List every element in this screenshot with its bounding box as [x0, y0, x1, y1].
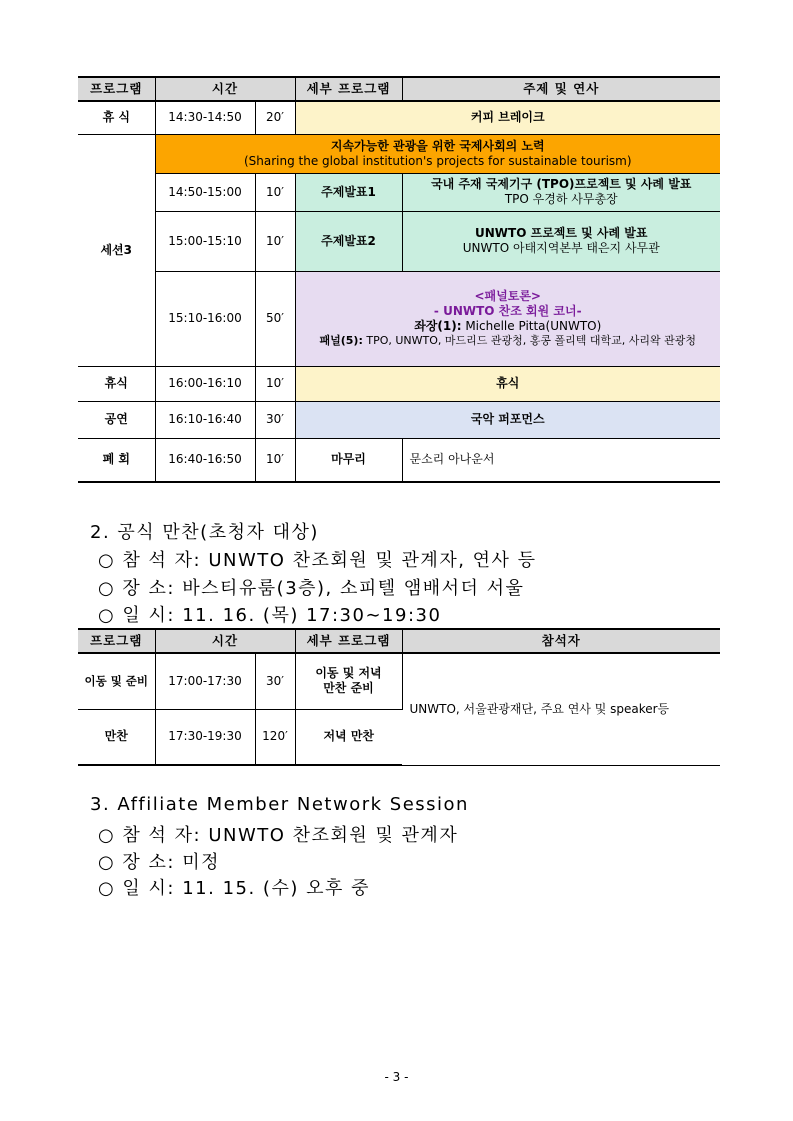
table-row: [78, 271, 720, 366]
header-time: 시간: [155, 77, 295, 101]
header-attendees: 참석자: [402, 629, 720, 653]
datetime-label: ○ 일 시:: [98, 605, 175, 626]
panel-value: TPO, UNWTO, 마드리드 관광청, 홍콩 폴리텍 대학교, 사리왁 관광청: [366, 334, 696, 348]
topic-cell: [402, 173, 720, 211]
program-cell: 휴식: [78, 366, 155, 401]
time-cell: 16:00-16:10: [155, 366, 255, 401]
duration-cell: 10′: [255, 211, 295, 271]
header-program: 프로그램: [78, 629, 155, 653]
topic-cell: [402, 211, 720, 271]
duration-cell: 30′: [255, 653, 295, 709]
duration-cell: 120′: [255, 709, 295, 765]
table-row: [78, 438, 720, 482]
topic-cell: 국악 퍼포먼스: [295, 401, 720, 438]
panel-chair: [298, 319, 719, 334]
detail-cell: [295, 653, 402, 709]
session-banner-subtitle: (Sharing the global institution's projects for sustainable tourism): [243, 153, 632, 168]
topic-speaker: UNWTO 아태지역본부 태은지 사무관: [462, 241, 660, 255]
topic-cell: 휴식: [295, 366, 720, 401]
time-cell: 17:30-19:30: [155, 709, 255, 765]
program-cell: 폐 회: [78, 438, 155, 482]
place-label: ○ 장 소:: [98, 578, 175, 599]
time-cell: 16:40-16:50: [155, 438, 255, 482]
section-2-attendees: [98, 546, 537, 572]
datetime-label: ○ 일 시:: [98, 878, 175, 899]
duration-cell: 10′: [255, 366, 295, 401]
section-3-datetime: [98, 874, 370, 900]
header-detail: 세부 프로그램: [295, 77, 402, 101]
duration-cell: 10′: [255, 173, 295, 211]
session-banner-title: 지속가능한 관광을 위한 국제사회의 노력: [330, 138, 545, 153]
panel-subtitle: - UNWTO 찬조 회원 코너-: [433, 304, 582, 319]
section-3-attendees: [98, 821, 458, 847]
topic-cell: 문소리 아나운서: [402, 438, 720, 482]
section-3-place: [98, 848, 220, 874]
program-cell: 이동 및 준비: [78, 653, 155, 709]
attendees-label: ○ 참 석 자:: [98, 825, 202, 846]
header-time: 시간: [155, 629, 295, 653]
detail-cell: 주제발표2: [295, 211, 402, 271]
detail-cell: 주제발표1: [295, 173, 402, 211]
table-row: [78, 173, 720, 211]
panel-title: <패널토론>: [474, 289, 541, 304]
time-cell: 14:50-15:00: [155, 173, 255, 211]
table-header-row: [78, 629, 720, 653]
attendees-value: UNWTO 찬조회원 및 관계자: [208, 825, 459, 846]
time-cell: 16:10-16:40: [155, 401, 255, 438]
table-row: [78, 366, 720, 401]
detail-line-1: 이동 및 저녁: [315, 666, 382, 681]
detail-line-2: 만찬 준비: [323, 681, 374, 696]
datetime-value: 11. 15. (수) 오후 중: [182, 878, 370, 899]
dinner-table: [78, 628, 720, 766]
duration-cell: 30′: [255, 401, 295, 438]
place-value: 미정: [182, 852, 221, 873]
section-3-heading: 3. Affiliate Member Network Session: [90, 794, 469, 815]
panel-members: [298, 334, 719, 348]
header-detail: 세부 프로그램: [295, 629, 402, 653]
section-2-datetime: [98, 601, 441, 627]
topic-speaker: TPO 우경하 사무총장: [504, 192, 618, 206]
session-banner: [155, 134, 720, 173]
header-program: 프로그램: [78, 77, 155, 101]
duration-cell: 50′: [255, 271, 295, 366]
table-header-row: [78, 77, 720, 101]
schedule-table: [78, 76, 720, 483]
table-row: [78, 211, 720, 271]
table-row: [78, 134, 720, 173]
chair-value: Michelle Pitta(UNWTO): [465, 319, 602, 334]
table-row: [78, 101, 720, 134]
topic-cell: 커피 브레이크: [295, 101, 720, 134]
table-row: [78, 653, 720, 709]
time-cell: 17:00-17:30: [155, 653, 255, 709]
attendees-cell: UNWTO, 서울관광재단, 주요 연사 및 speaker등: [402, 653, 720, 765]
time-cell: 15:10-16:00: [155, 271, 255, 366]
panel-cell: [295, 271, 720, 366]
section-2-heading: 2. 공식 만찬(초청자 대상): [90, 522, 319, 543]
time-cell: 15:00-15:10: [155, 211, 255, 271]
program-cell: 공연: [78, 401, 155, 438]
program-cell: 세션3: [78, 134, 155, 366]
place-value: 바스티유룸(3층), 소피텔 앰배서더 서울: [182, 578, 525, 599]
page-number: - 3 -: [384, 1070, 409, 1084]
header-topic: 주제 및 연사: [402, 77, 720, 101]
panel-label: 패널(5):: [319, 334, 363, 348]
detail-cell: 마무리: [295, 438, 402, 482]
section-2-place: [98, 574, 524, 600]
detail-cell: 저녁 만찬: [295, 709, 402, 765]
attendees-label: ○ 참 석 자:: [98, 550, 202, 571]
duration-cell: 10′: [255, 438, 295, 482]
program-cell: 휴 식: [78, 101, 155, 134]
attendees-value: UNWTO 찬조회원 및 관계자, 연사 등: [208, 550, 537, 571]
time-cell: 14:30-14:50: [155, 101, 255, 134]
program-cell: 만찬: [78, 709, 155, 765]
table-row: [78, 401, 720, 438]
place-label: ○ 장 소:: [98, 852, 175, 873]
duration-cell: 20′: [255, 101, 295, 134]
topic-title: 국내 주재 국제기구 (TPO)프로젝트 및 사례 발표: [431, 177, 692, 191]
chair-label: 좌장(1):: [414, 319, 462, 334]
datetime-value: 11. 16. (목) 17:30∼19:30: [182, 605, 442, 626]
topic-title: UNWTO 프로젝트 및 사례 발표: [475, 226, 648, 240]
